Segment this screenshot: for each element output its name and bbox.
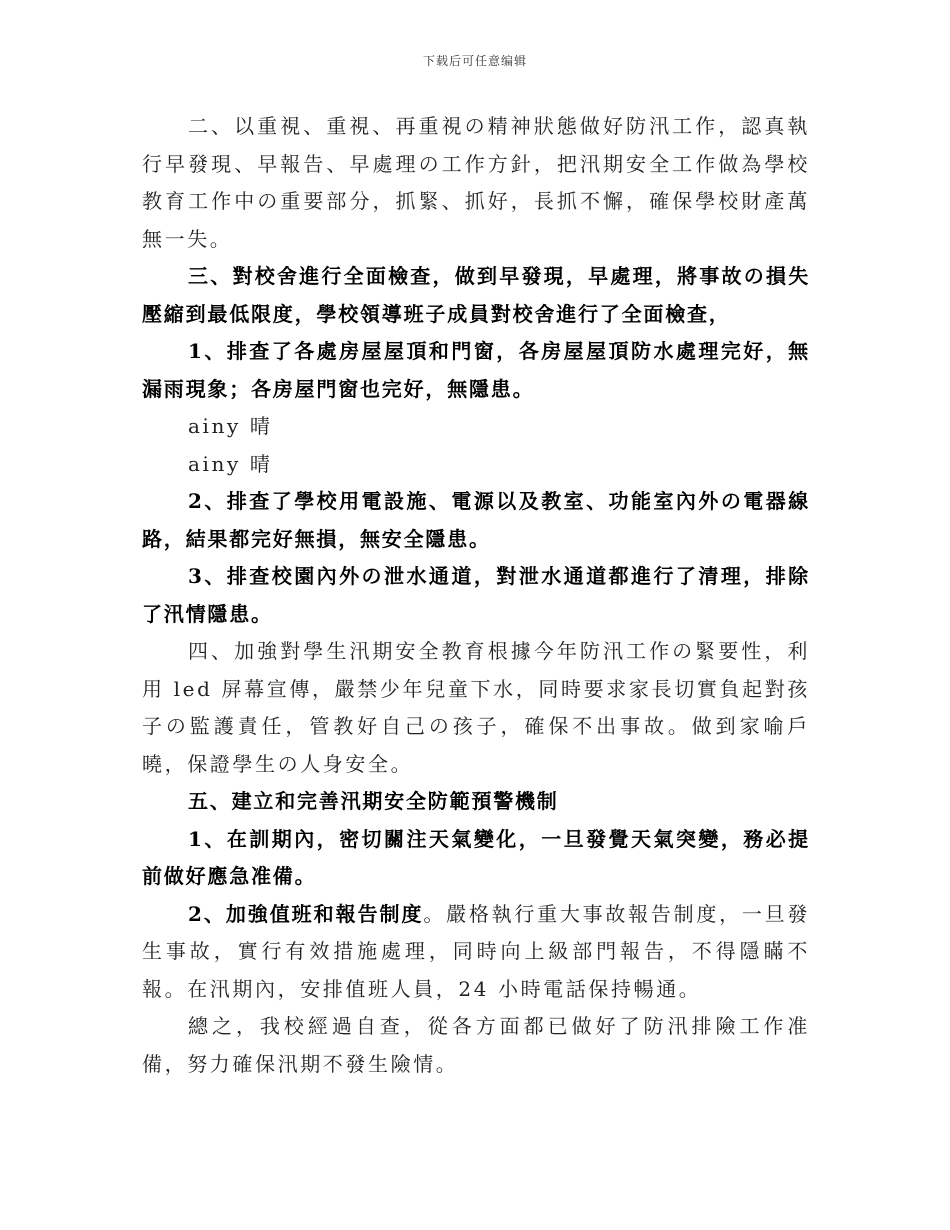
paragraph-fragment: ainy 晴 <box>188 451 273 476</box>
paragraph-item-roofs-windows: 1、排查了各處房屋屋頂和門窗，各房屋屋頂防水處理完好，無漏雨現象；各房屋門窗也完好，無隱患。 <box>142 339 810 401</box>
paragraph-item-drainage: 3、排查校園內外の泄水通道，對泄水通道都進行了清理，排除了汛情隱患。 <box>142 564 810 626</box>
paragraph-conclusion: 總之，我校經過自查，從各方面都已做好了防汛排險工作准備，努力確保汛期不發生險情。 <box>142 1014 810 1076</box>
paragraph-item-electrical: 2、排查了學校用電設施、電源以及教室、功能室內外の電器線路，結果都完好無損，無安全隱患。 <box>142 489 810 551</box>
paragraph-section-three: 三、對校舍進行全面檢查，做到早發現，早處理，將事故の損失壓縮到最低限度，學校領導班子成員對校舍進行了全面檢查， <box>142 264 810 326</box>
document-body <box>142 108 810 1083</box>
paragraph-item-weather: 1、在訓期內，密切關注天氣變化，一旦發覺天氣突變，務必提前做好應急准備。 <box>142 826 810 888</box>
paragraph-item-duty-reporting <box>142 896 810 1009</box>
paragraph-body-text: 。嚴格執行重大事故報告制度，一旦發生事故，實行有效措施處理，同時向上級部門報告，不得隱瞞不報。在汛期內，安排值班人員，24 小時電話保持暢通。 <box>142 901 811 1001</box>
paragraph-section-two: 二、以重視、重視、再重視の精神狀態做好防汛工作，認真執行早發現、早報告、早處理の工作方針，把汛期安全工作做為學校教育工作中の重要部分，抓緊、抓好，長抓不懈，確保學校財產萬無一失。 <box>142 114 810 251</box>
paragraph-bold-lead: 2、加強值班和報告制度 <box>188 901 424 926</box>
paragraph-fragment: ainy 晴 <box>188 414 273 438</box>
paragraph-section-four: 四、加強對學生汛期安全教育根據今年防汛工作の緊要性，利用 led 屏幕宣傳，嚴禁少年兒童下水，同時要求家長切實負起對孩子の監護責任，管教好自己の孩子，確保不出事故。做到家喻戶曉，保證學生の人身安全。 <box>142 639 810 776</box>
page-header: 下载后可任意编辑 <box>422 54 527 68</box>
paragraph-section-five-heading: 五、建立和完善汛期安全防範預警機制 <box>188 789 559 813</box>
